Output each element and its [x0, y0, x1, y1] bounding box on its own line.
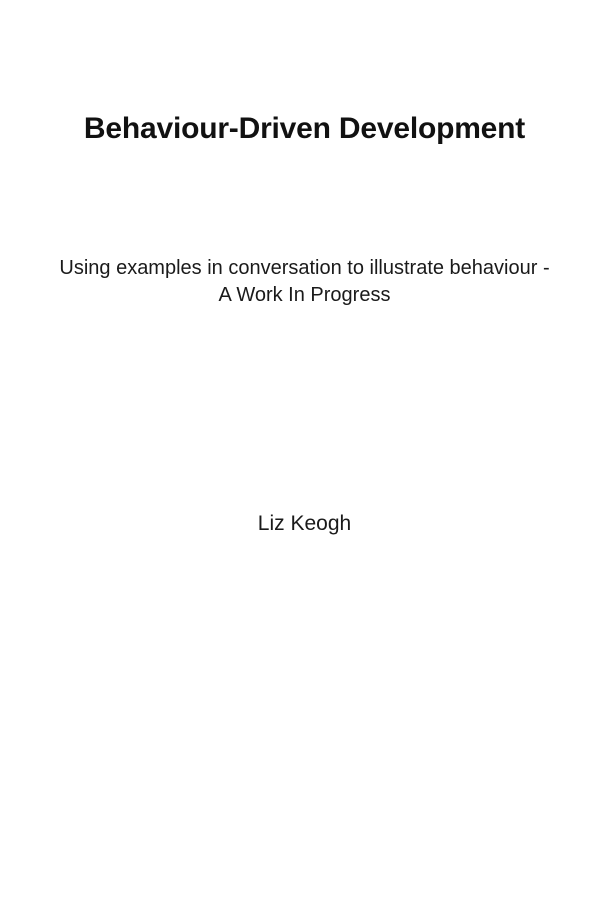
page-title: Behaviour-Driven Development — [83, 112, 526, 145]
author-container — [0, 511, 609, 536]
page-subtitle: Using examples in conversation to illustrate behaviour - A Work In Progress — [59, 257, 550, 306]
title-container — [0, 112, 609, 146]
author-name: Liz Keogh — [257, 512, 352, 535]
subtitle-container — [0, 255, 609, 309]
